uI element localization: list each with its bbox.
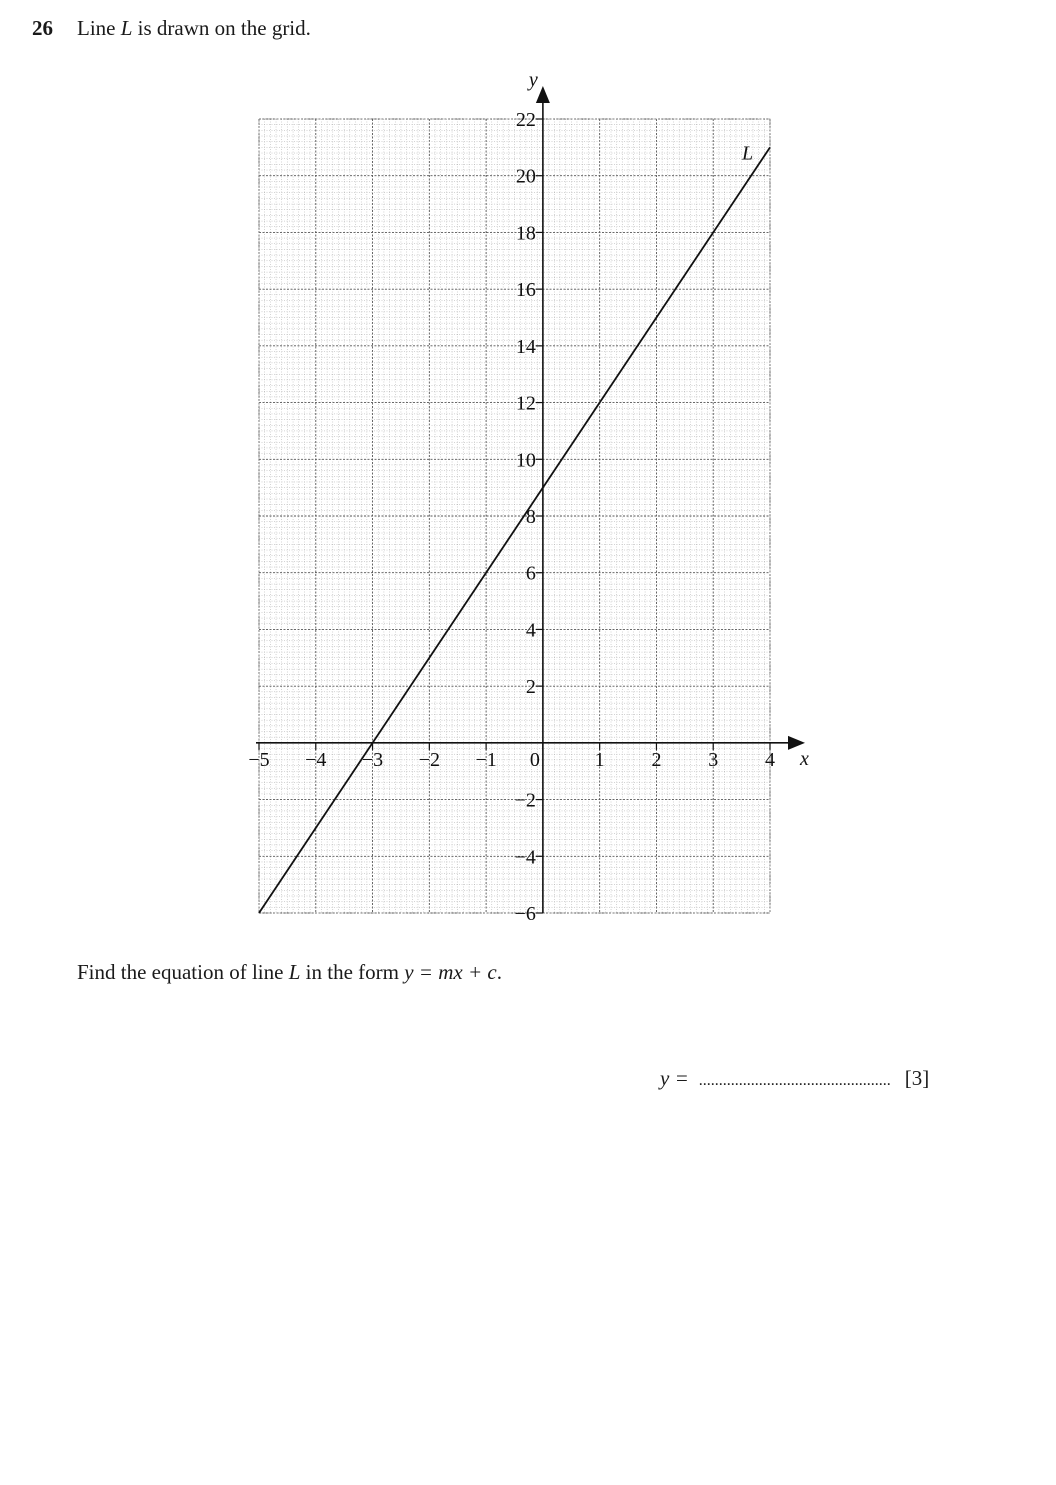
x-tick-label: 3: [708, 748, 719, 771]
line-L-label: L: [742, 142, 754, 165]
y-tick-label: 10: [515, 449, 536, 472]
x-tick-label: −3: [361, 748, 384, 771]
x-tick-label: 0: [529, 748, 540, 771]
x-tick-label: −2: [418, 748, 440, 771]
y-tick-label: 18: [515, 222, 536, 245]
intro-text-start: Line: [77, 16, 121, 40]
marks-label: [3]: [904, 1066, 930, 1090]
y-tick-label: 22: [515, 109, 536, 131]
y-tick-label: 20: [515, 165, 536, 188]
x-tick-label: 4: [765, 748, 775, 771]
y-axis-label: y: [528, 69, 538, 91]
y-tick-label: 6: [525, 562, 536, 585]
x-tick-label: 1: [594, 748, 605, 771]
question-number: 26: [32, 16, 53, 40]
x-tick-label: −1: [475, 748, 497, 771]
answer-prefix: y =: [660, 1066, 689, 1090]
intro-text-end: is drawn on the grid.: [132, 16, 311, 40]
y-tick-label: 16: [515, 279, 536, 302]
answer-blank[interactable]: ................................................: [698, 1072, 891, 1089]
x-tick-label: −5: [248, 748, 270, 771]
y-tick-label: −4: [514, 846, 536, 869]
y-tick-label: −6: [514, 903, 536, 925]
line-name: L: [120, 16, 133, 40]
x-tick-label: −4: [305, 748, 327, 771]
x-axis-label: x: [800, 747, 809, 770]
instruction: [77, 958, 502, 986]
y-tick-label: 8: [525, 506, 536, 528]
form-expression: y = mx + c: [404, 960, 497, 984]
answer-area: [660, 1064, 929, 1095]
y-tick-label: 12: [515, 392, 536, 415]
instruction-text-mid: in the form: [300, 960, 405, 984]
y-axis-arrow: [536, 86, 550, 103]
x-tick-label: 2: [651, 748, 662, 771]
y-tick-label: 14: [515, 335, 536, 358]
y-tick-label: −2: [514, 789, 536, 812]
y-tick-label: 4: [525, 619, 536, 642]
form-end: .: [496, 960, 502, 984]
instruction-text-start: Find the equation of line: [77, 960, 289, 984]
instruction-line-name: L: [288, 960, 301, 984]
y-tick-label: 2: [525, 676, 536, 699]
